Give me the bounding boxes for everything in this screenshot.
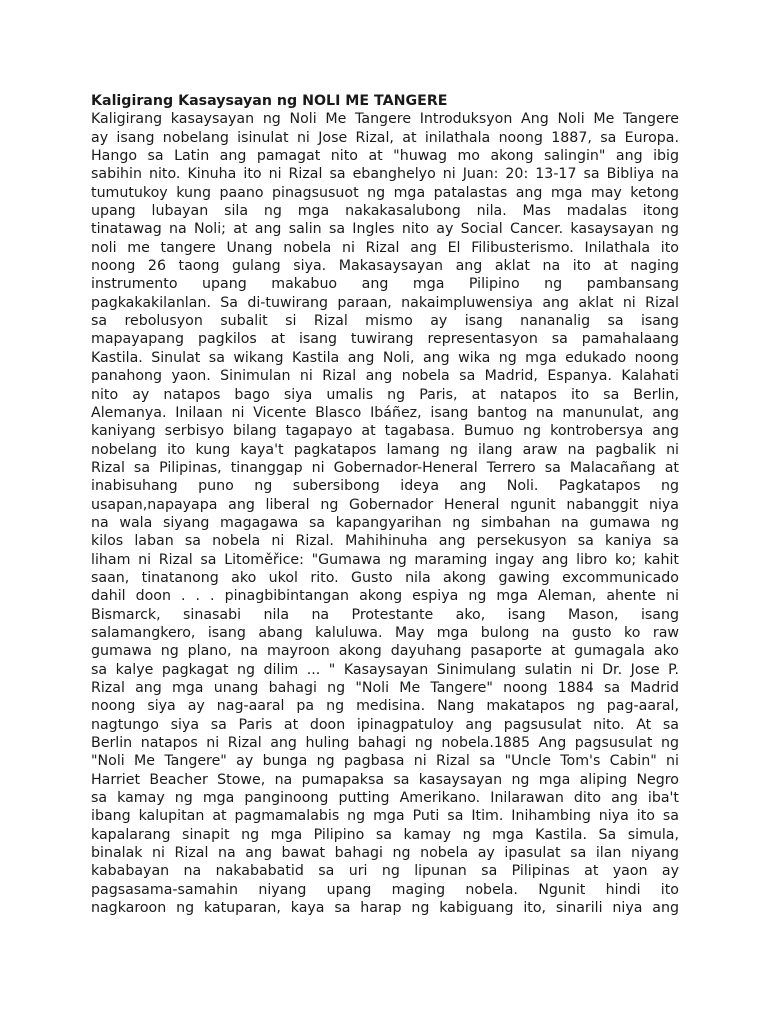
- text-line: Kaligirang kasaysayan ng Noli Me Tangere Introduksyon Ang Noli Me Tangere: [91, 111, 679, 128]
- text-line: pagkakakilanlan. Sa di-tuwirang paraan, nakaimpluwensiya ang aklat ni Rizal: [91, 294, 679, 311]
- text-line: Alemanya. Inilaan ni Vicente Blasco Ibáñez, isang bantog na manunulat, ang: [91, 404, 679, 421]
- text-line: nagkaroon ng katuparan, kaya sa harap ng kabiguang ito, sinarili niya ang: [91, 900, 679, 917]
- text-line: na wala siyang magagawa sa kapangyarihan ng simbahan na gumawa ng: [91, 514, 679, 531]
- text-line: binalak ni Rizal na ang bawat bahagi ng nobela ay ipasulat sa ilan niyang: [91, 845, 679, 862]
- text-line: kapalarang sinapit ng mga Pilipino sa kamay ng mga Kastila. Sa simula,: [91, 826, 679, 843]
- document-body: [91, 92, 679, 917]
- text-line: sabihin nito. Kinuha ito ni Rizal sa ebanghelyo ni Juan: 20: 13-17 sa Bibliya na: [91, 166, 679, 183]
- text-line: instrumento upang makabuo ang mga Pilipino ng pambansang: [91, 276, 679, 293]
- text-line: sa kamay ng mga panginoong putting Amerikano. Inilarawan dito ang iba't: [91, 790, 679, 807]
- text-line: nito ay natapos bago siya umalis ng Paris, at natapos ito sa Berlin,: [91, 386, 679, 403]
- text-line: kilos laban sa nobela ni Rizal. Mahihinuha ang persekusyon sa kaniya sa: [91, 533, 679, 550]
- text-line: panahong yaon. Sinimulan ni Rizal ang nobela sa Madrid, Espanya. Kalahati: [91, 368, 679, 385]
- text-line: tinatawag na Noli; at ang salin sa Ingles nito ay Social Cancer. kasaysayan ng: [91, 221, 679, 238]
- text-line: ibang kalupitan at pagmamalabis ng mga Puti sa Itim. Inihambing niya ito sa: [91, 808, 679, 825]
- text-line: inabisuhang puno ng subersibong ideya ang Noli. Pagkatapos ng: [91, 478, 679, 495]
- text-line: salamangkero, isang abang kaluluwa. May mga bulong na gusto ko raw: [91, 624, 679, 641]
- text-line: sa rebolusyon subalit si Rizal mismo ay isang nananalig sa isang: [91, 313, 679, 330]
- text-line: dahil doon . . . pinagbibintangan akong espiya ng mga Aleman, ahente ni: [91, 588, 679, 605]
- text-line: Bismarck, sinasabi nila na Protestante ako, isang Mason, isang: [91, 606, 679, 623]
- text-line: Rizal ang mga unang bahagi ng "Noli Me Tangere" noong 1884 sa Madrid: [91, 680, 679, 696]
- text-line: kaniyang serbisyo bilang tagapayo at tagabasa. Bumuo ng kontrobersya ang: [91, 423, 679, 440]
- text-line: liham ni Rizal sa Litoměřice: "Gumawa ng maraming ingay ang libro ko; kahit: [91, 551, 679, 568]
- text-line: sa kalye pagkagat ng dilim ... " Kasaysayan Sinimulang sulatin ni Dr. Jose P.: [91, 661, 679, 678]
- text-line: "Noli Me Tangere" ay bunga ng pagbasa ni Rizal sa "Uncle Tom's Cabin" ni: [91, 753, 679, 770]
- text-line: saan, tinatanong ako ukol rito. Gusto nila akong gawing excommunicado: [91, 569, 679, 586]
- text-line: Rizal sa Pilipinas, tinanggap ni Gobernador-Heneral Terrero sa Malacañang at: [91, 459, 679, 476]
- text-line: noong 26 taong gulang siya. Makasaysayan ang aklat na ito at naging: [91, 258, 679, 275]
- text-line: Kastila. Sinulat sa wikang Kastila ang Noli, ang wika ng mga edukado noong: [91, 349, 679, 366]
- text-line: Hango sa Latin ang pamagat nito at "huwag mo akong salingin" ang ibig: [91, 148, 679, 165]
- text-line: Berlin natapos ni Rizal ang huling bahagi ng nobela.1885 Ang pagsusulat ng: [91, 735, 679, 752]
- text-line: noong siya ay nag-aaral pa ng medisina. Nang makatapos ng pag-aaral,: [91, 698, 679, 715]
- text-line: tumutukoy kung paano pinagsusuot ng mga patalastas ang mga may ketong: [91, 184, 679, 201]
- document-title: Kaligirang Kasaysayan ng NOLI ME TANGERE: [91, 93, 448, 109]
- text-line: pagsasama-samahin niyang upang maging nobela. Ngunit hindi ito: [91, 881, 679, 898]
- text-line: Harriet Beacher Stowe, na pumapaksa sa kasaysayan ng mga aliping Negro: [91, 771, 679, 788]
- text-line: gumawa ng plano, na mayroon akong dayuhang pasaporte at gumagala ako: [91, 643, 679, 660]
- text-line: kababayan na nakababatid sa uri ng lipunan sa Pilipinas at yaon ay: [91, 863, 679, 880]
- text-line: noli me tangere Unang nobela ni Rizal ang El Filibusterismo. Inilathala ito: [91, 239, 679, 256]
- text-line: nagtungo siya sa Paris at doon ipinagpatuloy ang pagsusulat nito. At sa: [91, 716, 679, 733]
- text-line: upang lubayan sila ng mga nakakasalubong nila. Mas madalas itong: [91, 203, 679, 220]
- document-text: [91, 110, 679, 917]
- text-line: usapan,napayapa ang liberal ng Gobernador Heneral ngunit nabanggit niya: [91, 496, 679, 513]
- text-line: mapayapang pagkilos at isang tuwirang representasyon sa pamahalaang: [91, 331, 679, 348]
- text-line: ay isang nobelang isinulat ni Jose Rizal, at inilathala noong 1887, sa Europa.: [91, 129, 679, 146]
- text-line: nobelang ito kung kaya't pagkatapos lamang ng ilang araw na pagbalik ni: [91, 441, 679, 458]
